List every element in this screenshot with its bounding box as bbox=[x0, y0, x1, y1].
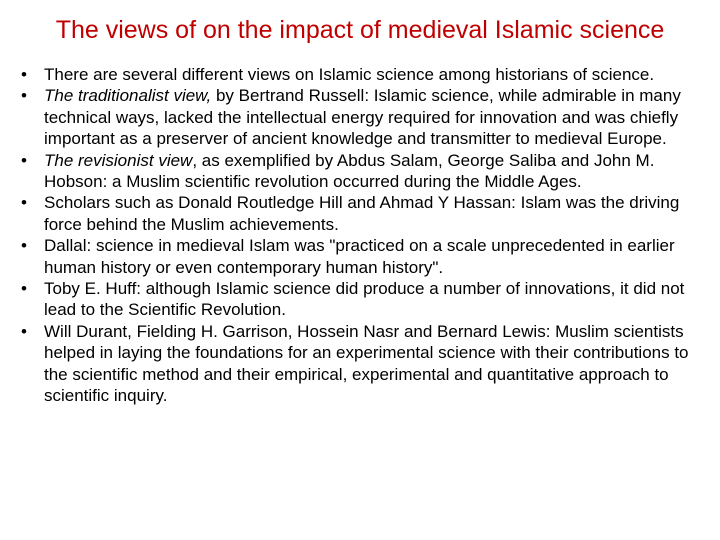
bullet-text: There are several different views on Islamic science among historians of science. bbox=[44, 65, 655, 84]
bullet-italic-lead: The revisionist view bbox=[44, 150, 193, 170]
bullet-dot-icon: • bbox=[21, 86, 27, 106]
bullet-item bbox=[20, 278, 710, 321]
bullet-item bbox=[20, 192, 710, 235]
bullet-dot-icon: • bbox=[21, 193, 27, 213]
bullet-list bbox=[20, 64, 710, 407]
bullet-item bbox=[20, 64, 710, 85]
bullet-dot-icon: • bbox=[21, 65, 27, 84]
bullet-text: Will Durant, Fielding H. Garrison, Hossein Nasr and Bernard Lewis: Muslim scientists helped in laying the foundations for an experimental science with their contributions to the scientific method and their empirical, experimental and quantitative approach to scientific inquiry. bbox=[44, 321, 689, 406]
bullet-dot-icon: • bbox=[21, 279, 27, 299]
bullet-dot-icon: • bbox=[21, 236, 27, 256]
bullet-item bbox=[20, 85, 710, 149]
bullet-text: , as exemplified by Abdus Salam, George Saliba and John M. Hobson: a Muslim scientific revolution occurred during the Middle Ages. bbox=[44, 150, 655, 192]
bullet-dot-icon: • bbox=[21, 150, 27, 170]
slide-title: The views of on the impact of medieval Islamic science bbox=[55, 16, 665, 44]
bullet-text: Dallal: science in medieval Islam was "practiced on a scale unprecedented in earlier human history or even contemporary human history". bbox=[44, 236, 675, 277]
bullet-text: by Bertrand Russell: Islamic science, while admirable in many technical ways, lacked the intellectual energy required for innovation and was chiefly important as a preserver of ancient knowledge and transmitter to medieval Europe. bbox=[44, 86, 681, 149]
bullet-item bbox=[20, 150, 710, 193]
bullet-text: Scholars such as Donald Routledge Hill and Ahmad Y Hassan: Islam was the driving force behind the Muslim achievements. bbox=[44, 193, 680, 234]
bullet-item bbox=[20, 321, 710, 407]
bullet-dot-icon: • bbox=[21, 321, 27, 341]
bullet-item bbox=[20, 235, 710, 278]
bullet-italic-lead: The traditionalist view, bbox=[44, 86, 212, 106]
bullet-text: Toby E. Huff: although Islamic science did produce a number of innovations, it did not lead to the Scientific Revolution. bbox=[44, 279, 685, 320]
